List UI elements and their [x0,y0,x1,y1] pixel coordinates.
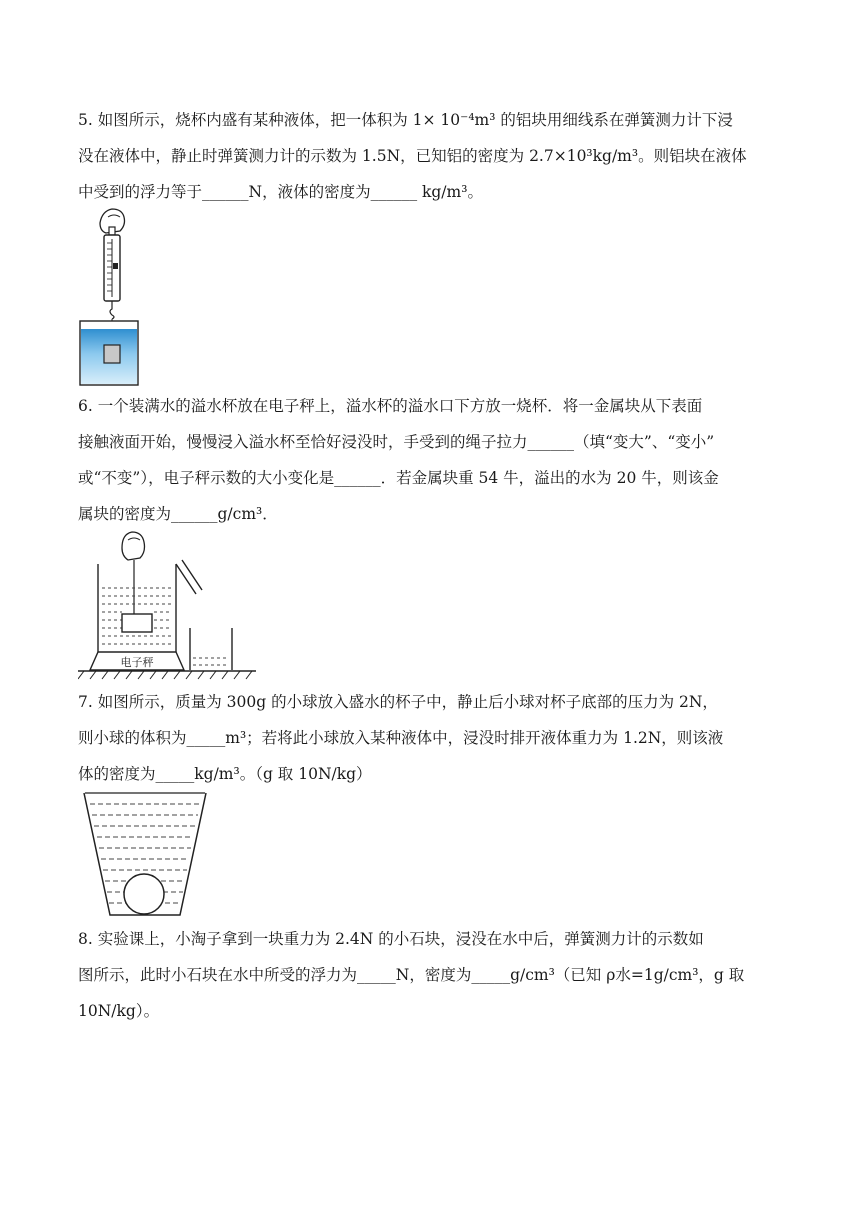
q7-line-3: 体的密度为_____kg/m³。（g 取 10N/kg） [78,765,372,783]
question-6 [78,388,794,532]
overflow-cup-icon [98,560,202,652]
spring-scale-icon [104,227,120,319]
q6-line-1: 6. 一个装满水的溢水杯放在电子秤上，溢水杯的溢水口下方放一烧杯．将一金属块从下表面 [78,397,703,415]
metal-block-icon [122,614,152,632]
q8-line-2: 图所示，此时小石块在水中所受的浮力为_____N，密度为_____g/cm³（已知 ρ水=1g/cm³，g 取 [78,966,745,984]
question-7 [78,684,794,792]
q6-line-2: 接触液面开始，慢慢浸入溢水杯至恰好浸没时，手受到的绳子拉力______（填“变大”、“变小” [78,433,715,451]
ground-hatch [78,671,252,679]
ball-in-cup-figure [82,790,208,918]
question-8 [78,921,794,1029]
q5-line-2: 没在液体中，静止时弹簧测力计的示数为 1.5N，已知铝的密度为 2.7×10³kg/m³。则铝块在液体 [78,147,747,165]
overflow-cup-scale-figure [78,524,258,682]
question-5 [78,102,794,210]
q6-line-4: 属块的密度为______g/cm³． [78,505,278,523]
q7-line-2: 则小球的体积为_____m³；若将此小球放入某种液体中，浸没时排开液体重力为 1.2N，则该液 [78,729,724,747]
q8-line-1: 8. 实验课上，小淘子拿到一块重力为 2.4N 的小石块，浸没在水中后，弹簧测力计的示数如 [78,930,704,948]
ball-icon [124,874,164,914]
aluminum-block-icon [104,345,120,363]
q8-line-3: 10N/kg）。 [78,1002,160,1020]
scale-label: 电子秤 [120,656,154,669]
q5-line-3: 中受到的浮力等于______N，液体的密度为______ kg/m³。 [78,183,483,201]
q6-line-3: 或“不变”），电子秤示数的大小变化是______．若金属块重 54 牛，溢出的水为 20 牛，则该金 [78,469,719,487]
spring-scale-beaker-figure [72,205,152,387]
q7-line-1: 7. 如图所示，质量为 300g 的小球放入盛水的杯子中，静止后小球对杯子底部的压力为 2N， [78,693,718,711]
hand-icon [122,532,145,560]
q5-line-1: 5. 如图所示，烧杯内盛有某种液体，把一体积为 1× 10⁻⁴m³ 的铝块用细线系在弹簧测力计下浸 [78,111,733,129]
small-beaker-icon [190,628,232,670]
